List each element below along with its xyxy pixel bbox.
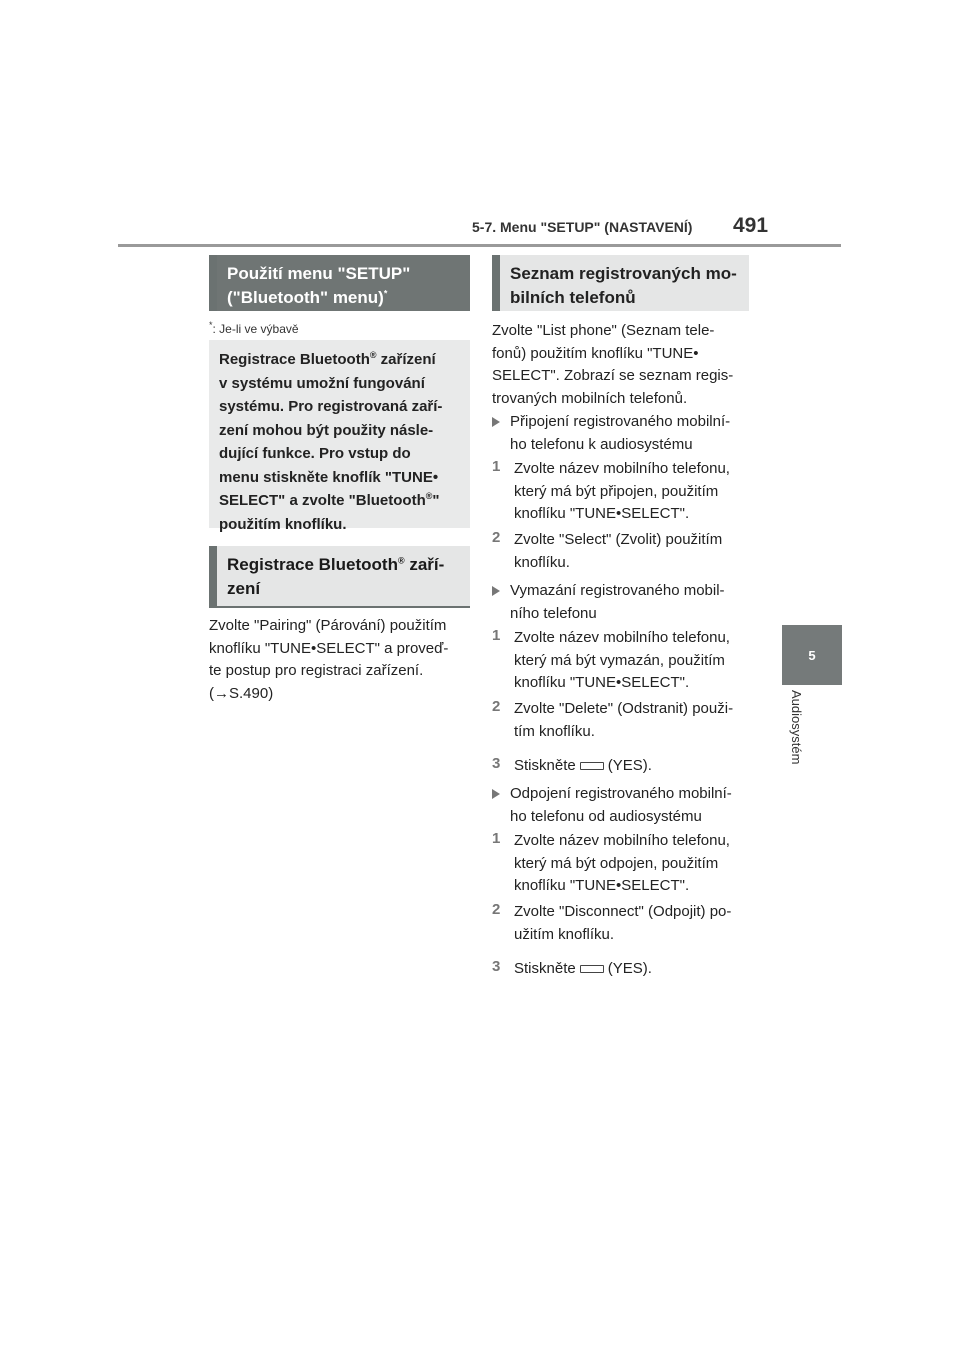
button-icon	[580, 965, 604, 973]
chapter-number: 5	[808, 647, 816, 663]
header-rule	[118, 244, 841, 247]
bullet-delete: Vymazání registrovaného mobil- ního telefonu	[492, 580, 754, 625]
step-connect-2: 2 Zvolte "Select" (Zvolit) použitím knoflíku.	[492, 529, 723, 571]
bullet-arrow-icon	[492, 586, 500, 596]
heading-registered-phones: Seznam registrovaných mo- bilních telefonů	[492, 255, 749, 311]
step-disconnect-2: 2 Zvolte "Disconnect" (Odpojit) po- užitím knoflíku.	[492, 901, 732, 943]
bullet-disconnect: Odpojení registrovaného mobilní- ho telefonu od audiosystému	[492, 783, 754, 828]
heading-setup-menu: Použití menu "SETUP" ("Bluetooth" menu)*	[209, 255, 470, 311]
step-connect-1: 1 Zvolte název mobilního telefonu, který má být připojen, použitím knoflíku "TUNE•SELECT".	[492, 458, 730, 522]
arrow-right-icon: →	[214, 684, 229, 702]
page-number: 491	[733, 214, 769, 237]
bullet-arrow-icon	[492, 789, 500, 799]
section-title: 5-7. Menu "SETUP" (NASTAVENÍ)	[472, 219, 693, 235]
step-disconnect-1: 1 Zvolte název mobilního telefonu, který má být odpojen, použitím knoflíku "TUNE•SELECT".	[492, 830, 730, 894]
pairing-text: Zvolte "Pairing" (Párování) použitím knoflíku "TUNE•SELECT" a proveď- te postup pro registraci zařízení. (→S.490)	[209, 617, 449, 702]
step-delete-1: 1 Zvolte název mobilního telefonu, který má být vymazán, použitím knoflíku "TUNE•SELECT".	[492, 627, 730, 691]
heading-bluetooth-registration: Registrace Bluetooth® zaří- zení	[209, 546, 470, 608]
page-link[interactable]: S.490)	[229, 684, 274, 702]
step-delete-3: 3 Stiskněte (YES).	[492, 755, 652, 774]
list-phone-text: Zvolte "List phone" (Seznam tele- fonů) použitím knoflíku "TUNE• SELECT". Zobrazí se seznam regis- trovaných mobilních telefonů.	[492, 322, 734, 407]
chapter-label: Audiosystém	[789, 690, 804, 765]
bullet-arrow-icon	[492, 417, 500, 427]
intro-box: Registrace Bluetooth® zařízení v systému umožní fungování systému. Pro registrovaná zaří- zení mohou být použity násle- dující funkce. Pro vstup do menu stiskněte knoflík "TUNE• SELECT" a zvolte "Bluetooth®" použitím knoflíku.	[209, 340, 470, 528]
bullet-connect: Připojení registrovaného mobilní- ho telefonu k audiosystému	[492, 411, 754, 456]
footnote: *: Je-li ve výbavě	[209, 320, 299, 336]
chapter-tab[interactable]	[782, 625, 842, 685]
step-disconnect-3: 3 Stiskněte (YES).	[492, 958, 652, 977]
step-delete-2: 2 Zvolte "Delete" (Odstranit) použi- tím knoflíku.	[492, 698, 734, 740]
button-icon	[580, 762, 604, 770]
